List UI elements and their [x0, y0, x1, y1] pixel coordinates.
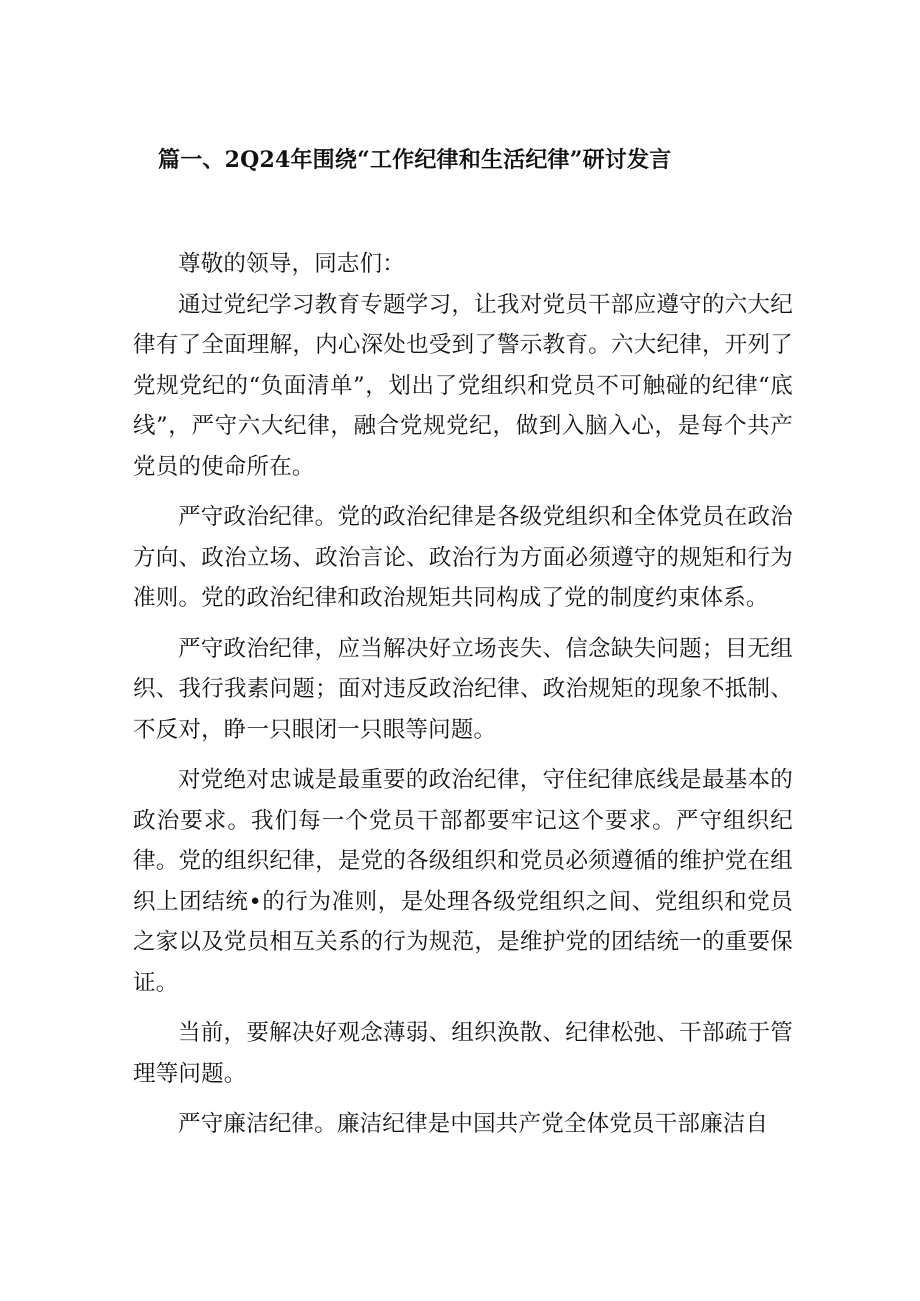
loyalty-organization-paragraph: 对党绝对忠诚是最重要的政治纪律，守住纪律底线是最基本的政治要求。我们每一个党员干部都要牢记这个要求。严守组织纪律。党的组织纪律，是党的各级组织和党员必须遵循的维护党在组织上团结统•的行为准则，是处理各级党组织之间、党组织和党员之家以及党员相互关系的行为规范，是维护党的团结统一的重要保证。 [133, 767, 793, 996]
document-body [133, 244, 793, 1145]
intro-paragraph: 通过党纪学习教育专题学习，让我对党员干部应遵守的六大纪律有了全面理解，内心深处也受到了警示教育。六大纪律，开列了党规党纪的“负面清单”，划出了党组织和党员不可触碰的纪律“底线”，严守六大纪律，融合党规党纪，做到入脑入心，是每个共产党员的使命所在。 [133, 291, 793, 480]
political-discipline-issues-paragraph: 严守政治纪律，应当解决好立场丧失、信念缺失问题；目无组织、我行我素问题；面对违反政治纪律、政治规矩的现象不抵制、不反对，睁一只眼闭一只眼等问题。 [133, 635, 793, 743]
salutation-paragraph: 尊敬的领导，同志们： [178, 251, 406, 277]
political-discipline-paragraph: 严守政治纪律。党的政治纪律是各级党组织和全体党员在政治方向、政治立场、政治言论、政治行为方面必须遵守的规矩和行为准则。党的政治纪律和政治规矩共同构成了党的制度约束体系。 [133, 504, 793, 611]
current-issues-paragraph: 当前，要解决好观念薄弱、组织涣散、纪律松弛、干部疏于管理等问题。 [133, 1020, 793, 1087]
integrity-discipline-paragraph: 严守廉洁纪律。廉洁纪律是中国共产党全体党员干部廉洁自 [178, 1111, 769, 1137]
document-title: 篇一、2Q24年围绕“工作纪律和生活纪律”研讨发言 [158, 147, 672, 173]
